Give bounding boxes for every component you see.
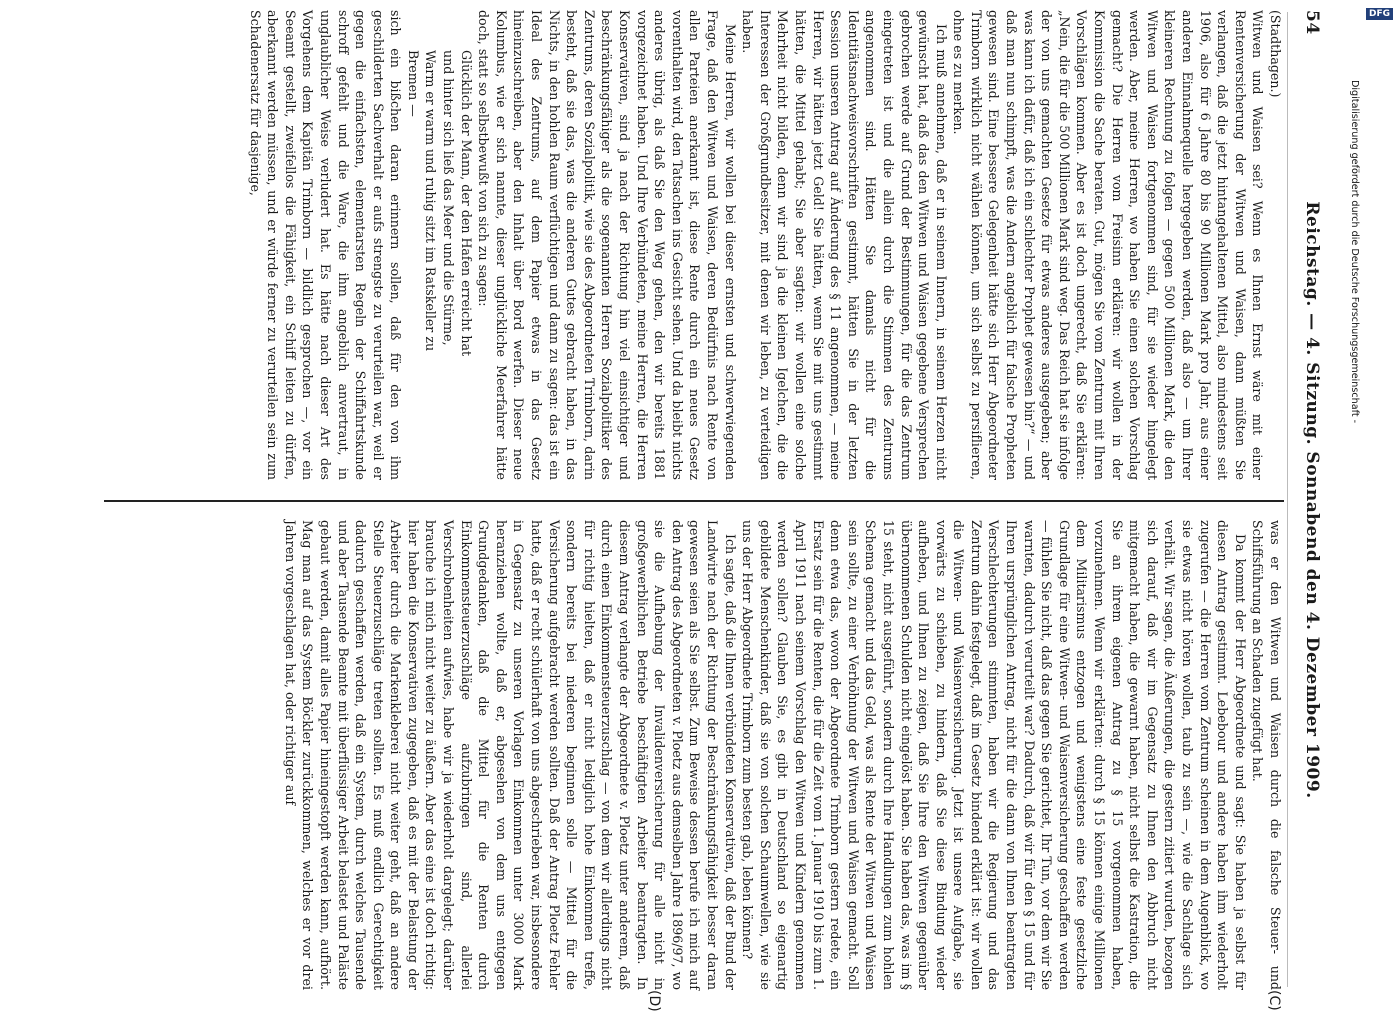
paragraph: Ich muß annehmen, daß er in seinem Innern, in seinem Herzen nicht gewünscht hat, daß das den Witwen und Waisen gegebene Versprechen gebrochen werde auf Grund der Bestimmungen, für die das Zentrum eingetreten ist und die allein durch die Stimmen des Zentrums angenommen sind. Hätten Sie damals nicht für die Identitätsnachweisvorschriften gestimmt, hätten Sie in der letzten Session unseren Antrag auf Änderung des § 11 angenommen, — meine Herren, wir hätten jetzt Geld! Sie hätten, wenn Sie mit uns gestimmt hätten, die Mittel gehabt; Sie aber sagten: wir wollen eine solche Mehrheit nicht bilden, denn wir sind ja die kleinen Igelchen, die die Interessen der Großgrundbesitzer, mit denen wir leben, zu verteidigen haben. [740, 10, 949, 480]
column-rule [104, 500, 1284, 502]
margin-marker-c: (C) [1266, 990, 1282, 1011]
dfg-logo: DFG [1366, 8, 1393, 20]
right-column [104, 520, 1284, 990]
paragraph: Da kommt der Herr Abgeordnete und sagt: Sie haben ja selbst für diesen Antrag gestimmt. Lebebour und andere haben ihm wiederholt zugerufen — die Herren vom Zentrum scheinen in dem Augenblick, wo sie etwas nicht hören wollen, taub zu sein —, wie die Sachlage sich verhält. Wir sagen, die Äußerungen, die gestern zitiert wurden, bezogen sich darauf, daß wir im Gegensatz zu Ihnen den Abbruch nicht mitgemacht haben, die gewarnt haben, nicht selbst die Kastration, die Sie an ihrem eigenen Antrag zu § 15 vorgenommen haben, vorzunehmen. Wenn wir erklärten: durch § 15 können einige Millionen dem Militarismus entzogen und wenigstens eine feste gesetzliche Grundlage für eine Witwen- und Waisenversicherung geschaffen werden — fühlen Sie nicht, daß das gegen Sie gerichtet, Ihr Tun, vor dem wir Sie warnten, dadurch verurteilt war? Dadurch, daß wir für den § 15 und für Ihren ursprünglichen Antrag, nicht für die dann von Ihnen beantragten Verschlechterungen stimmten, haben wir die Regierung und das Zentrum dahin festgelegt, daß im Gesetz bindend erklärt ist: wir wollen die Witwen- und Waisenversicherung. Jetzt ist unsere Aufgabe, sie vorwärts zu schieben, zu hindern, daß Sie diese Bindung wieder aufheben, und Ihnen zu zeigen, daß Sie Ihre den Witwen gegenüber übernommenen Schulden nicht eingelöst haben. Sie haben das, was im § 15 steht, nicht ausgeführt, sondern durch Ihre Handlungen zum hohlen Schema gemacht und das Geld, was als Rente der Witwen und Waisen sein sollte, zu einer Verhöhnung der Witwen und Waisen gemacht. Soll denn etwa das, wovon der Abgeordnete Trimborn gestern redete, ein Ersatz sein für die Renten, die für die Zeit vom 1. Januar 1910 bis zum 1. April 1911 nach seinem Vorschlag den Witwen und Kindern genommen werden sollen? Glauben Sie, es gibt in Deutschland so eigenartig gebildete Menschenkinder, daß sie von solchen Schaumwellen, wie sie uns der Herr Abgeordnete Trimborn zum besten gab, leben können? [740, 520, 1248, 990]
paragraph: sich ein bißchen daran erinnern sollen, daß für den von ihm geschilderten Sachverhalt er aufs strengste zu verurteilen war, weil er gegen die einfachsten, elementarsten Regeln der Schiffahrtskunde schroff gefehlt und die Ware, die ihm angeblich anvertraut, in unglaublicher Weise verludert hat. Es hätte nach dieser Art des Vorgehens dem Kapitän Trimborn — bildlich gesprochen —, vor ein Seeamt gestellt, zweifellos die Fähigkeit, ein Schiff leiten zu dürfen, aberkannt werden müssen, und er würde ferner zu verurteilen sein zum Schadenersatz für dasjenige, [247, 10, 404, 480]
page-number: 54 [1302, 10, 1322, 35]
paragraph: was er den Witwen und Waisen durch die falsche Steuer- und Schiffsführung an Schaden zugefügt hat. [1250, 520, 1283, 990]
margin-marker-d: (D) [646, 990, 662, 1012]
verse-line: und hinter sich ließ das Meer und die Stürme, [441, 50, 457, 346]
rotated-page [62, 0, 1362, 1012]
paragraph: Meine Herren, wir wollen bei dieser ernsten und schwerwiegenden Frage, daß den Witwen und Waisen, deren Bedürfnis nach Rente von allen Parteien anerkannt ist, diese Rente durch ein neues Gesetz vorenthalten wird, den Tatsachen ins Gesicht sehen. Und da bleibt nichts anderes übrig, als daß Sie den Weg gehen, den wir bereits 1881 vorgezeichnet haben. Und Ihre Verbündeten, meine Herren, die Herren Konservativen, sind ja nach der Richtung hin viel einsichtiger und beschränkungsfähiger als die sogenannten Herren Sozialpolitiker des Zentrums, deren Sozialpolitik, wie sie des Abgeordneten Trimborn, darin besteht, daß sie das, was die anderen Gutes gebracht haben, in das Nichts, in den hohlen Raum verflüchtigen und dann zu sagen: das ist ein Ideal des Zentrums, auf dem Papier etwas in das Gesetz hineinzuschreiben, aber den Inhalt über Bord werfen. Dieser neue Kolumbus, wie er sich nannte, dieser unglückliche Meerfahrer hätte doch, statt so selbstbewußt von sich zu sagen: [476, 10, 738, 480]
header-rule [1287, 12, 1288, 987]
running-head: Reichstag. — 4. Sitzung. Sonnabend den 4. Dezember 1909. [1302, 201, 1322, 799]
verse-line: Glücklich der Mann, der den Hafen erreicht hat [458, 50, 474, 357]
left-column [104, 10, 1284, 480]
verse-line: Bremen — [405, 50, 421, 117]
paragraph: Witwen und Waisen sei? Wenn es Ihnen Ernst wäre mit einer Rentenversicherung der Witwen und Waisen, dann müßten Sie verlangen, daß die jetzt hintangehaltenen Mittel, also mindestens seit 1906, also für 6 Jahre 80 bis 90 Millionen Mark pro Jahr, aus einer anderen Einnahmequelle hergegeben werden, daß also — um Ihrer kleineren Rechnung zu folgen — gegen 500 Millionen Mark, die den Witwen und Waisen fortgenommen sind, für sie wieder hingelegt werden. Aber, meine Herren, wo haben Sie einen solchen Vorschlag gemacht? Die Herren vom Freisinn erklären: wir wollen in der Kommission die Sache beraten. Gut, mögen Sie vom Zentrum mit Ihren Vorschlägen kommen. Aber es ist doch ungerecht, daß Sie erklären: „Nein, die für die 500 Millionen Mark sind weg. Das Reich hat sie infolge der von uns gemachten Gesetze für etwas anderes ausgegeben; aber was kann ich dafür, daß ich ein schlechter Prophet gewesen bin?“ — und daß man nun schimpft, was die Andern angeblich für falsche Propheten gewesen sind. Eine bessere Gelegenheit hätte sich Herr Abgeordneter Trimborn wirklich nicht wählen können, um sich selbst zu persiflieren, ohne es zu merken. [951, 10, 1266, 480]
paragraph: Ich sagte, daß die Ihnen verbündeten Konservativen, daß der Bund der Landwirte nach der Richtung der Beschränkungsfähigkeit besser daran gewesen seien als Sie selbst. Zum Beweise dessen berufe ich mich auf den Antrag des Abgeordneten v. Ploetz aus demselben Jahre 1896/97, wo sie die Aufhebung der Invalidenversicherung für alle nicht in großgewerblichen Betriebe beschäftigten Arbeiter beantragten. In diesem Antrag verlangte der Abgeordnete v. Ploetz unter anderem, daß durch einen Einkommensteuerzuschlag — von dem wir allerdings nicht für richtig hielten, daß er nicht lediglich hohe Einkommen treffe, sondern bereits bei niederen beginnen solle — Mittel für die Versicherung aufgebracht werden sollten. Daß der Antrag Ploetz Fehler hatte, daß er recht schülerhaft von uns abgeschrieben war, insbesondere in Gegensatz zu unseren Vorlagen Einkommen unter 3000 Mark heranziehen wollte, daß er, abgesehen von dem uns entgegen Grundgedanken, daß die Mittel für die Renten durch Einkommensteuerzuschläge aufzubringen sind, allerlei Verschrobenheiten aufwies, habe wir ja wiederholt dargelegt; darüber brauche ich mich nicht weiter zu äußern. Aber das eine ist doch richtig: hier haben die Konservativen zugegeben, daß es mit der Belastung der Arbeiter durch die Markenkleberei nicht weiter geht, daß an andere Stelle Steuerzuschläge treten sollten. Es muß endlich Gerechtigkeit dadurch geschaffen werden, daß ein System, durch welches Tausende und aber Tausende Beamte mit überflüssiger Arbeit belastet und Paläste gebaut werden, damit alles Papier hineingestopft werden kann, aufhört. Mag man auf das System Böckler zurückkommen, welches er vor drei Jahren vorgeschlagen hat, oder richtiger auf [282, 520, 738, 990]
speaker-name: (Stadthagen.) [1268, 10, 1283, 98]
verse-line: Warm er warm und ruhig sitzt im Ratskeller zu [423, 50, 439, 352]
page-header [1292, 10, 1322, 990]
digitization-notice: Digitalisierung gefördert durch die Deutsche Forschungsgemeinschaft - [1349, 80, 1360, 424]
